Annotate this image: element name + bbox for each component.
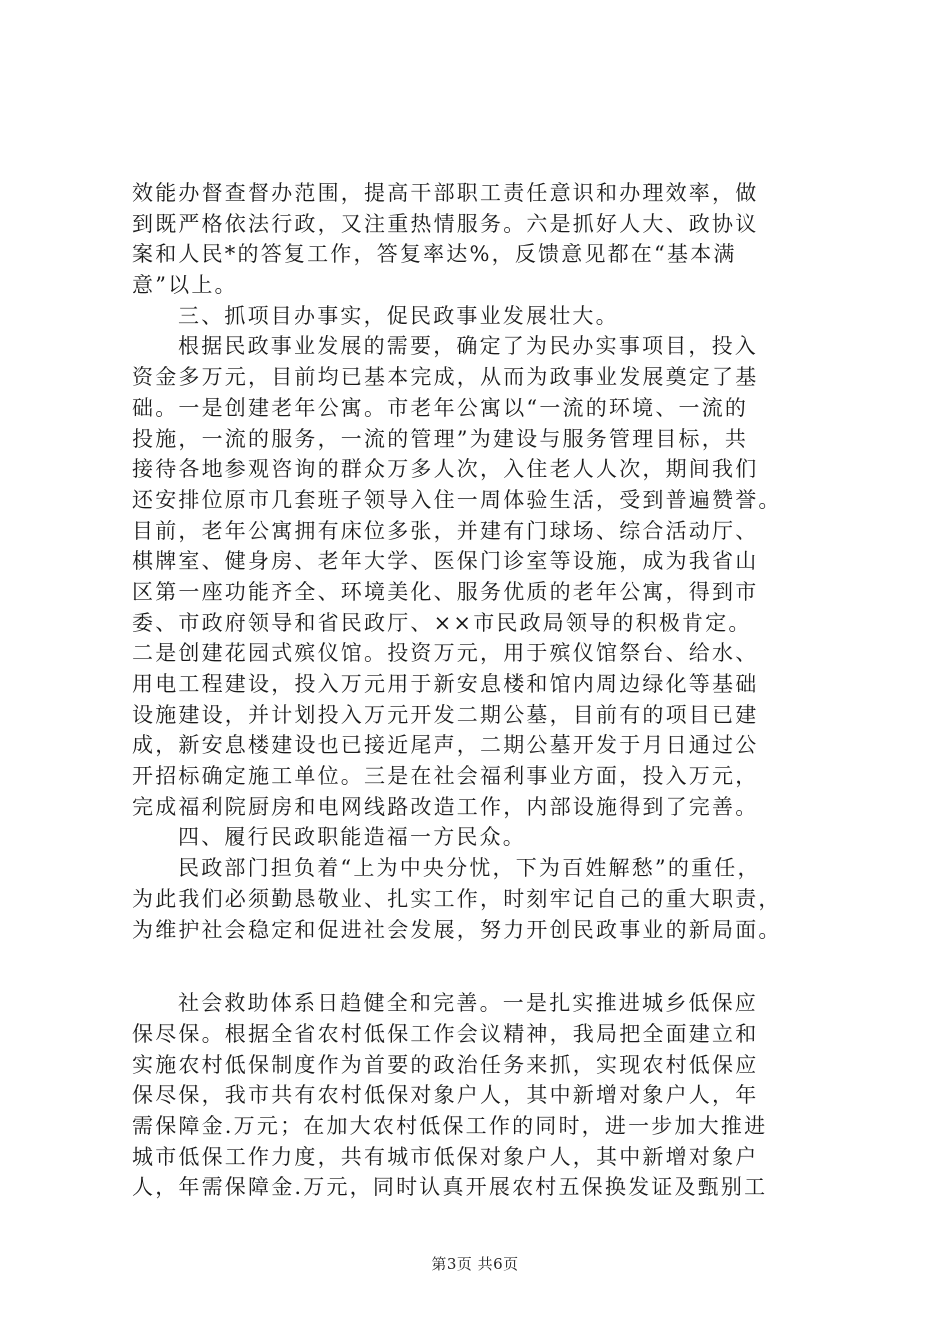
text-line: 案和人民*的答复工作，答复率达%，反馈意见都在“基本满 — [132, 242, 737, 267]
text-line: 为维护社会稳定和促进社会发展，努力开创民政事业的新局面。 — [132, 917, 782, 942]
page-footer: 第3页 共6页 — [431, 1255, 519, 1273]
text-line: 二是创建花园式殡仪馆。投资万元，用于殡仪馆祭台、给水、 — [132, 641, 759, 666]
text-line: 效能办督查督办范围，提高干部职工责任意识和办理效率，做 — [132, 181, 759, 205]
text-line: 民政部门担负着“上为中央分忧，下为百姓解愁”的重任， — [178, 856, 761, 881]
text-line: 意”以上。 — [132, 273, 238, 298]
text-line: 成，新安息楼建设也已接近尾声，二期公墓开发于月日通过公 — [132, 733, 759, 758]
text-line: 保尽保。根据全省农村低保工作会议精神，我局把全面建立和 — [132, 1021, 759, 1046]
document-body — [132, 178, 822, 1203]
text-line: 区第一座功能齐全、环境美化、服务优质的老年公寓，得到市 — [132, 579, 759, 604]
text-line: 接待各地参观咨询的群众万多人次，入住老人人次，期间我们 — [132, 457, 759, 482]
text-line: 保尽保，我市共有农村低保对象户人，其中新增对象户人，年 — [132, 1083, 759, 1108]
text-line: 根据民政事业发展的需要，确定了为民办实事项目，投入 — [178, 334, 758, 359]
text-line: 棋牌室、健身房、老年大学、医保门诊室等设施，成为我省山 — [132, 549, 759, 574]
text-line: 需保障金.万元；在加大农村低保工作的同时，进一步加大推进 — [132, 1113, 768, 1138]
section-heading: 三、抓项目办事实，促民政事业发展壮大。 — [178, 303, 619, 328]
text-line: 资金多万元，目前均已基本完成，从而为政事业发展奠定了基 — [132, 365, 759, 390]
text-line: 城市低保工作力度，共有城市低保对象户人，其中新增对象户 — [132, 1144, 759, 1169]
text-line: 设施建设，并计划投入万元开发二期公墓，目前有的项目已建 — [132, 702, 759, 727]
text-line: 投施，一流的服务，一流的管理”为建设与服务管理目标，共 — [132, 426, 749, 451]
text-line: 为此我们必须勤恳敬业、扎实工作，时刻牢记自己的重大职责， — [132, 886, 782, 911]
text-line: 开招标确定施工单位。三是在社会福利事业方面，投入万元， — [132, 764, 759, 789]
section-heading: 四、履行民政职能造福一方民众。 — [178, 825, 526, 850]
text-line: 还安排位原市几套班子领导入住一周体验生活，受到普遍赞誉。 — [132, 487, 782, 512]
text-line: 实施农村低保制度作为首要的政治任务来抓，实现农村低保应 — [132, 1052, 759, 1077]
text-line: 人，年需保障金.万元，同时认真开展农村五保换发证及甄别工 — [132, 1175, 768, 1200]
text-line: 完成福利院厨房和电网线路改造工作，内部设施得到了完善。 — [132, 794, 759, 819]
text-line: 目前，老年公寓拥有床位多张，并建有门球场、综合活动厅、 — [132, 518, 759, 543]
text-line: 到既严格依法行政，又注重热情服务。六是抓好人大、政协议 — [132, 211, 759, 236]
text-line: 委、市政府领导和省民政厅、××市民政局领导的积极肯定。 — [132, 610, 752, 635]
text-line: 用电工程建设，投入万元用于新安息楼和馆内周边绿化等基础 — [132, 672, 759, 696]
text-line: 社会救助体系日趋健全和完善。一是扎实推进城乡低保应 — [178, 991, 758, 1016]
paragraph-gap — [132, 945, 822, 988]
text-line: 础。一是创建老年公寓。市老年公寓以“一流的环境、一流的 — [132, 395, 749, 420]
